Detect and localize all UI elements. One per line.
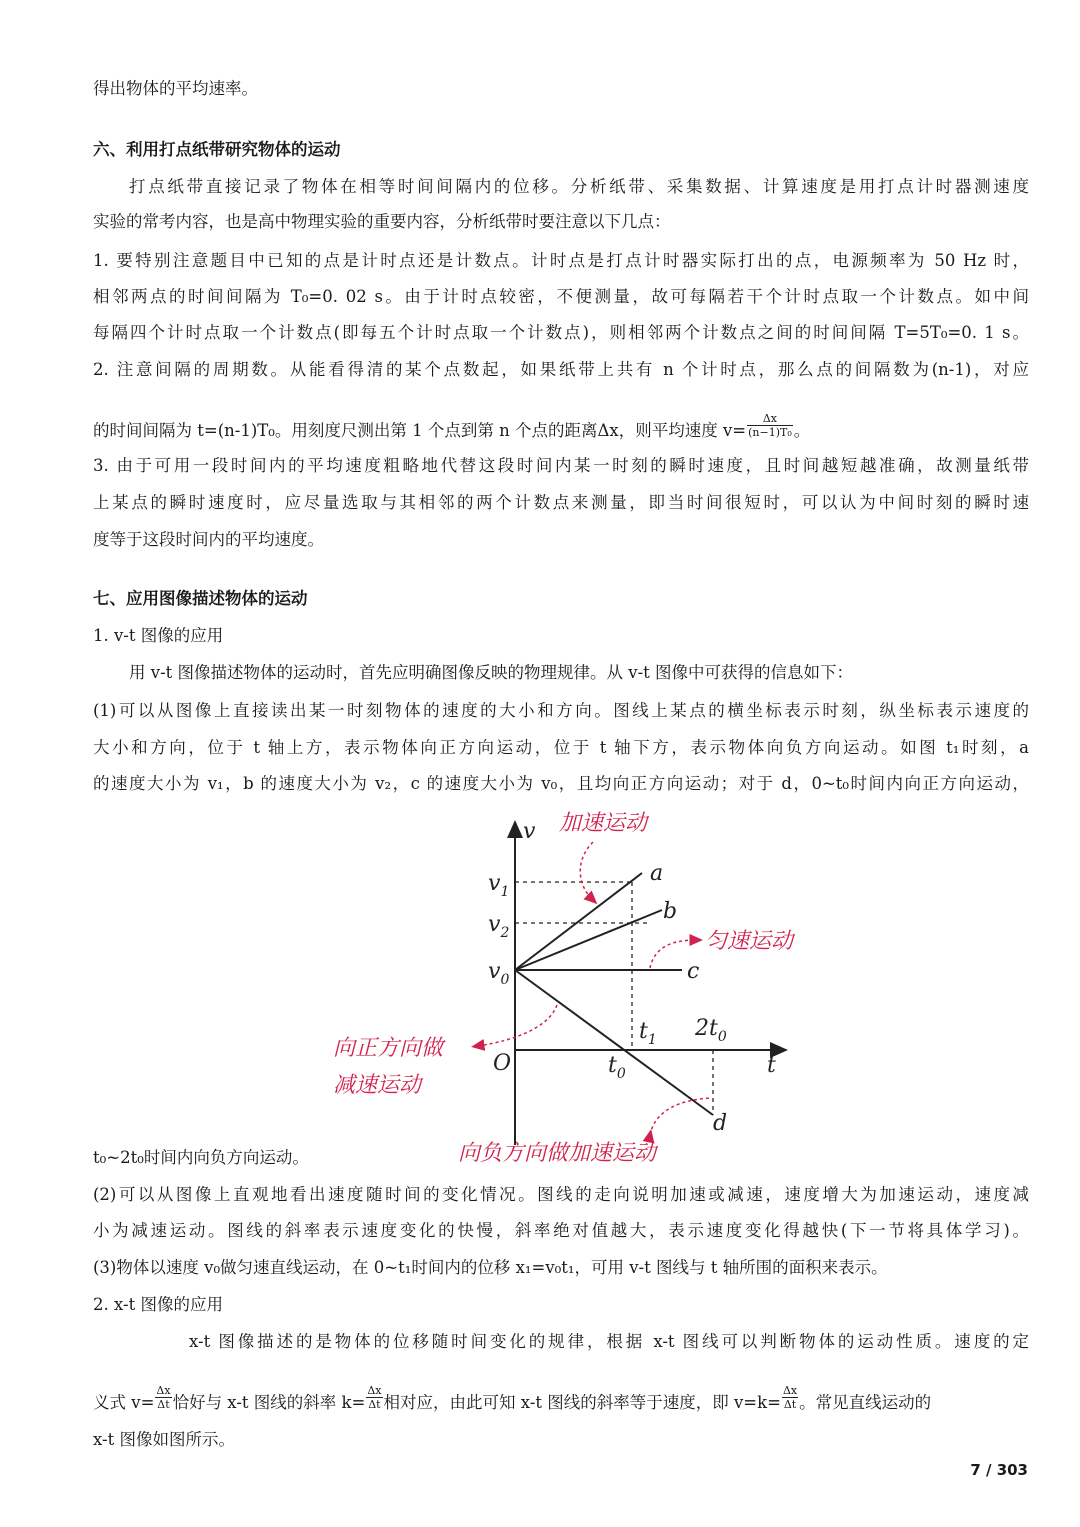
text-segment: 义式 v=: [93, 1393, 155, 1412]
fraction-denominator: Δt: [368, 1398, 381, 1411]
t0-main: t: [608, 1053, 617, 1078]
text-segment: 相对应，由此可知 x-t 图线的斜率等于速度，即 v=k=: [383, 1393, 781, 1412]
annotation-positive-decel-2: 减速运动: [333, 1073, 422, 1098]
fraction-numerator: Δx: [782, 1384, 798, 1397]
v0-label: [488, 959, 509, 988]
v0-main: v: [488, 959, 501, 984]
t1-sub: 1: [647, 1032, 657, 1048]
paragraph: 打点纸带直接记录了物体在相等时间间隔内的位移。分析纸带、采集数据、计算速度是用打点计时器测速度: [129, 177, 1029, 196]
paragraph: 得出物体的平均速率。: [93, 79, 258, 98]
line-d: [515, 970, 713, 1115]
origin-label: O: [493, 1051, 512, 1076]
paragraph: t₀~2t₀时间内向负方向运动。: [93, 1148, 309, 1167]
paragraph: 相邻两点的时间间隔为 T₀=0. 02 s。由于计时点较密，不便测量，故可每隔若干个计时点取一个计数点。如中间: [93, 287, 1029, 306]
annotation-arrow: [580, 842, 593, 900]
paragraph: 实验的常考内容，也是高中物理实验的重要内容，分析纸带时要注意以下几点：: [93, 212, 671, 231]
paragraph: 用 v-t 图像描述物体的运动时，首先应明确图像反映的物理规律。从 v-t 图像中可获得的信息如下：: [129, 663, 854, 682]
text-segment: 恰好与 x-t 图线的斜率 k=: [172, 1393, 366, 1412]
annotation-arrow: [477, 1005, 557, 1046]
2t0-label: [694, 1016, 727, 1045]
paragraph: (3)物体以速度 v₀做匀速直线运动，在 0~t₁时间内的位移 x₁=v₀t₁，可用 v-t 图线与 t 轴所围的面积来表示。: [93, 1258, 888, 1277]
line-b-label: b: [663, 899, 678, 924]
paragraph: 大小和方向，位于 t 轴上方，表示物体向正方向运动，位于 t 轴下方，表示物体向负方向运动。如图 t₁时刻，a: [93, 738, 1029, 757]
paragraph: 度等于这段时间内的平均速度。: [93, 530, 324, 549]
annotation-uniform: 匀速运动: [705, 929, 794, 954]
paragraph: 每隔四个计时点取一个计数点(即每五个计时点取一个计数点)，则相邻两个计数点之间的时间间隔 T=5T₀=0. 1 s。: [93, 323, 1029, 342]
subheading: 2. x-t 图像的应用: [93, 1295, 223, 1314]
text-segment: 。: [793, 421, 811, 440]
line-a-label: a: [650, 861, 664, 886]
vt-graph: [325, 800, 825, 1170]
paragraph: 3. 由于可用一段时间内的平均速度粗略地代替这段时间内某一时刻的瞬时速度，且时间越短越准确，故测量纸带: [93, 456, 1029, 475]
annotation-negative-accel: 向负方向做加速运动: [458, 1141, 657, 1166]
v0-sub: 0: [500, 972, 510, 988]
t1-main: t: [639, 1019, 648, 1044]
text-segment: 的时间间隔为 t=(n-1)T₀。用刻度尺测出第 1 个点到第 n 个点的距离Δx，则平均速度 v=: [93, 421, 747, 440]
section-heading-7: 七、应用图像描述物体的运动: [93, 589, 308, 608]
2t0-sub: 0: [717, 1029, 727, 1045]
fraction: [782, 1384, 798, 1411]
paragraph: 小为减速运动。图线的斜率表示速度变化的快慢，斜率绝对值越大，表示速度变化得越快(下一节将具体学习)。: [93, 1221, 1029, 1240]
section-heading-6: 六、利用打点纸带研究物体的运动: [93, 140, 341, 159]
fraction-denominator: (n−1)T₀: [748, 426, 792, 439]
paragraph: (1)可以从图像上直接读出某一时刻物体的速度的大小和方向。图线上某点的横坐标表示时刻，纵坐标表示速度的: [93, 701, 1029, 720]
page-number: 7 / 303: [970, 1461, 1028, 1479]
line-b: [515, 910, 662, 970]
paragraph-with-fractions: [93, 1384, 1029, 1417]
v2-sub: 2: [500, 925, 510, 941]
paragraph-with-fraction: [93, 412, 1029, 445]
v2-label: [488, 912, 509, 941]
fraction: [366, 1384, 382, 1411]
annotation-arrow: [650, 1098, 710, 1135]
paragraph: 的速度大小为 v₁，b 的速度大小为 v₂，c 的速度大小为 v₀，且均向正方向运动；对于 d，0~t₀时间内向正方向运动，: [93, 774, 1029, 793]
annotation-accelerating: 加速运动: [559, 811, 648, 836]
line-a: [515, 873, 642, 970]
paragraph: 1. 要特别注意题目中已知的点是计时点还是计数点。计时点是打点计时器实际打出的点，电源频率为 50 Hz 时，: [93, 251, 1029, 270]
v1-main: v: [488, 871, 501, 896]
fraction-denominator: Δt: [783, 1398, 797, 1411]
t0-sub: 0: [616, 1066, 626, 1082]
fraction: [747, 412, 793, 439]
line-d-label: d: [713, 1111, 728, 1136]
paragraph: x-t 图像描述的是物体的位移随时间变化的规律，根据 x-t 图线可以判断物体的运动性质。速度的定: [189, 1332, 1029, 1351]
fraction-denominator: Δt: [157, 1398, 170, 1411]
t-axis-label: t: [767, 1053, 776, 1078]
v-axis-label: v: [523, 819, 536, 844]
paragraph: 2. 注意间隔的周期数。从能看得清的某个点数起，如果纸带上共有 n 个计时点，那么点的间隔数为(n-1)，对应: [93, 360, 1029, 379]
fraction-numerator: Δx: [367, 1384, 382, 1397]
subheading: 1. v-t 图像的应用: [93, 626, 224, 645]
line-c-label: c: [687, 959, 700, 984]
annotation-positive-decel-1: 向正方向做: [333, 1036, 444, 1061]
v1-label: [488, 871, 509, 900]
paragraph: x-t 图像如图所示。: [93, 1430, 235, 1449]
t1-label: [639, 1019, 657, 1048]
2t0-main: 2t: [695, 1016, 718, 1041]
v1-sub: 1: [500, 884, 510, 900]
fraction-numerator: Δx: [156, 1384, 171, 1397]
v2-main: v: [488, 912, 501, 937]
text-segment: 。常见直线运动的: [799, 1393, 932, 1412]
t0-label: [608, 1053, 626, 1082]
fraction-numerator: Δx: [747, 412, 793, 426]
paragraph: (2)可以从图像上直观地看出速度随时间的变化情况。图线的走向说明加速或减速，速度增大为加速运动，速度减: [93, 1185, 1029, 1204]
fraction: [155, 1384, 171, 1411]
paragraph: 上某点的瞬时速度时，应尽量选取与其相邻的两个计数点来测量，即当时间很短时，可以认为中间时刻的瞬时速: [93, 493, 1029, 512]
